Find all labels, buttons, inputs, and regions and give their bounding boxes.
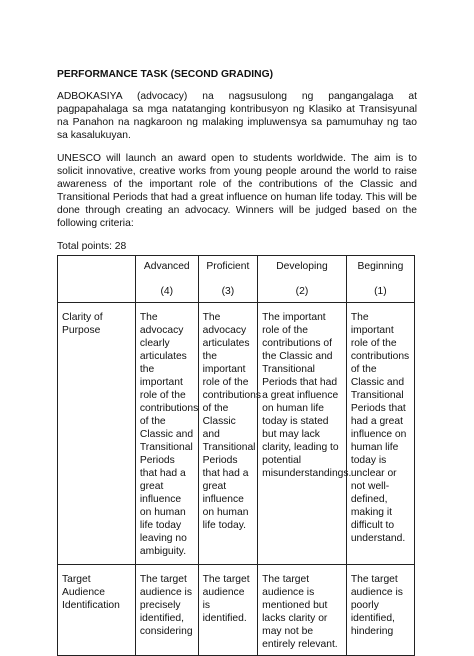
rubric-cell-beginning: The important role of the contributions of the Classic and Transitional Periods that had a great influence on human life today is unclear or not well-defined, making it difficult to understand. <box>346 303 414 565</box>
level-header-beginning <box>346 256 414 303</box>
level-points: (1) <box>374 286 387 297</box>
rubric-row-audience <box>58 565 415 656</box>
criterion-cell: Clarity of Purpose <box>58 303 136 565</box>
rubric-cell-beginning: The target audience is poorly identified, hindering <box>346 565 414 656</box>
rubric-table <box>57 255 415 656</box>
document-page <box>57 68 417 656</box>
rubric-cell-proficient: The advocacy articulates the important role of the contributions of the Classic and Transitional Periods that had a great influence on human life today. <box>198 303 258 565</box>
level-name: Advanced <box>143 261 190 272</box>
level-header-developing <box>258 256 347 303</box>
rubric-cell-proficient: The target audience is identified. <box>198 565 258 656</box>
rubric-cell-advanced: The advocacy clearly articulates the important role of the contributions of the Classic and Transitional Periods that had a great influence on human life today leaving no ambiguity. <box>135 303 198 565</box>
intro-paragraph-tagalog: ADBOKASIYA (advocacy) na nagsusulong ng pangangalaga at pagpapahalaga sa mga natatanging kontribusyon ng Klasiko at Transisyunal na Panahon na nagkaroon ng malaking impluwensya sa pamumuhay ng tao sa kasalukuyan. <box>57 91 417 141</box>
rubric-header-row <box>58 256 415 303</box>
total-points: Total points: 28 <box>57 241 127 252</box>
rubric-row-clarity <box>58 303 415 565</box>
page-title: PERFORMANCE TASK (SECOND GRADING) <box>57 69 274 80</box>
level-name: Beginning <box>357 261 404 272</box>
rubric-cell-advanced: The target audience is precisely identified, considering <box>135 565 198 656</box>
level-name: Developing <box>276 261 328 272</box>
level-header-advanced <box>135 256 198 303</box>
rubric-cell-developing: The important role of the contributions of the Classic and Transitional Periods that had a great influence on human life today is stated but may lack clarity, leading to potential misunderstandings. <box>258 303 347 565</box>
rubric-corner-cell <box>58 256 136 303</box>
intro-paragraph-unesco: UNESCO will launch an award open to students worldwide. The aim is to solicit innovative, creative works from young people around the world to raise awareness of the important role of the contributions of the Classic and Transitional Periods that had a great influence on human life today. This will be done through creating an advocacy. Winners will be judged based on the following criteria: <box>57 153 417 229</box>
level-points: (4) <box>160 286 174 297</box>
level-name: Proficient <box>206 261 250 272</box>
level-points: (3) <box>221 286 235 297</box>
level-points: (2) <box>295 286 309 297</box>
level-header-proficient <box>198 256 258 303</box>
rubric-cell-developing: The target audience is mentioned but lacks clarity or may not be entirely relevant. <box>258 565 347 656</box>
criterion-cell: Target Audience Identification <box>58 565 136 656</box>
